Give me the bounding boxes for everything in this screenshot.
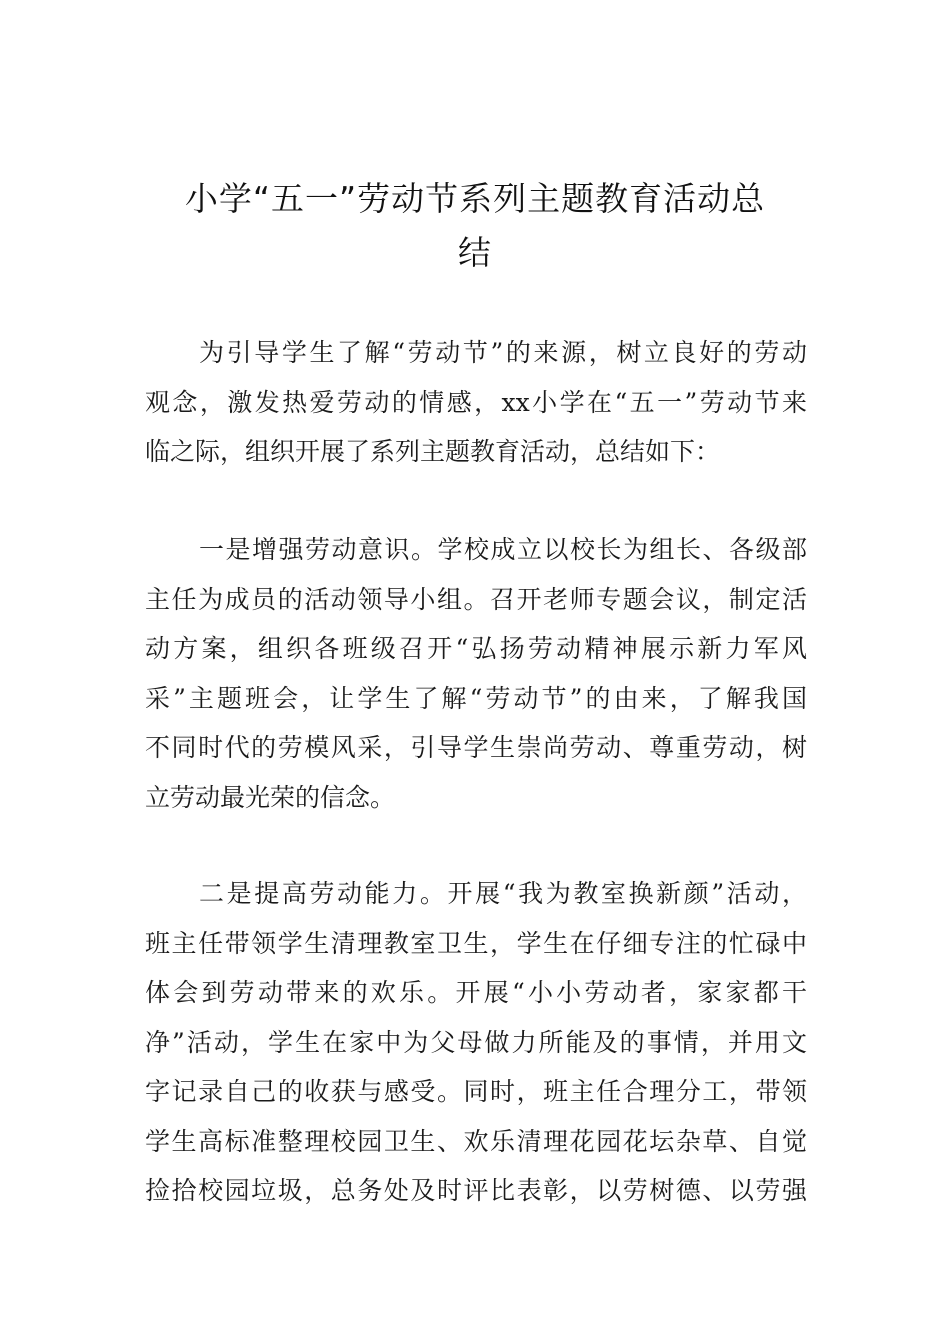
paragraph-line: 捡拾校园垃圾，总务处及时评比表彰，以劳树德、以劳强: [145, 1176, 807, 1205]
paragraph-line: 立劳动最光荣的信念。: [145, 782, 396, 812]
paragraph-line: 动方案，组织各班级召开“弘扬劳动精神展示新力军风: [145, 634, 807, 663]
paragraph-line: 观念，激发热爱劳动的情感，xx小学在“五一”劳动节来: [145, 387, 807, 417]
paragraph-line: 二是提高劳动能力。开展“我为教室换新颜”活动，: [199, 879, 807, 908]
paragraph-line: 不同时代的劳模风采，引导学生崇尚劳动、尊重劳动，树: [145, 733, 807, 762]
paragraph-labor-ability: [145, 869, 807, 1216]
paragraph-intro: [145, 328, 807, 477]
paragraph-line: 字记录自己的收获与感受。同时，班主任合理分工，带领: [145, 1077, 807, 1106]
paragraph-line: 临之际，组织开展了系列主题教育活动，总结如下：: [145, 437, 721, 466]
document-title: [140, 172, 810, 280]
paragraph-line: 一是增强劳动意识。学校成立以校长为组长、各级部: [199, 535, 807, 564]
paragraph-line: 学生高标准整理校园卫生、欢乐清理花园花坛杂草、自觉: [145, 1126, 807, 1156]
paragraph-line: 体会到劳动带来的欢乐。开展“小小劳动者，家家都干: [145, 978, 807, 1007]
title-line-1: 小学“五一”劳动节系列主题教育活动总: [184, 179, 766, 218]
paragraph-line: 为引导学生了解“劳动节”的来源，树立良好的劳动: [199, 338, 807, 367]
paragraph-line: 班主任带领学生清理教室卫生，学生在仔细专注的忙碌中: [145, 928, 807, 958]
paragraph-labor-awareness: [145, 525, 807, 822]
title-line-2: 结: [458, 233, 492, 272]
paragraph-line: 采”主题班会，让学生了解“劳动节”的由来，了解我国: [145, 683, 807, 713]
paragraph-line: 主任为成员的活动领导小组。召开老师专题会议，制定活: [145, 584, 807, 614]
paragraph-line: 净”活动，学生在家中为父母做力所能及的事情，并用文: [145, 1027, 807, 1057]
